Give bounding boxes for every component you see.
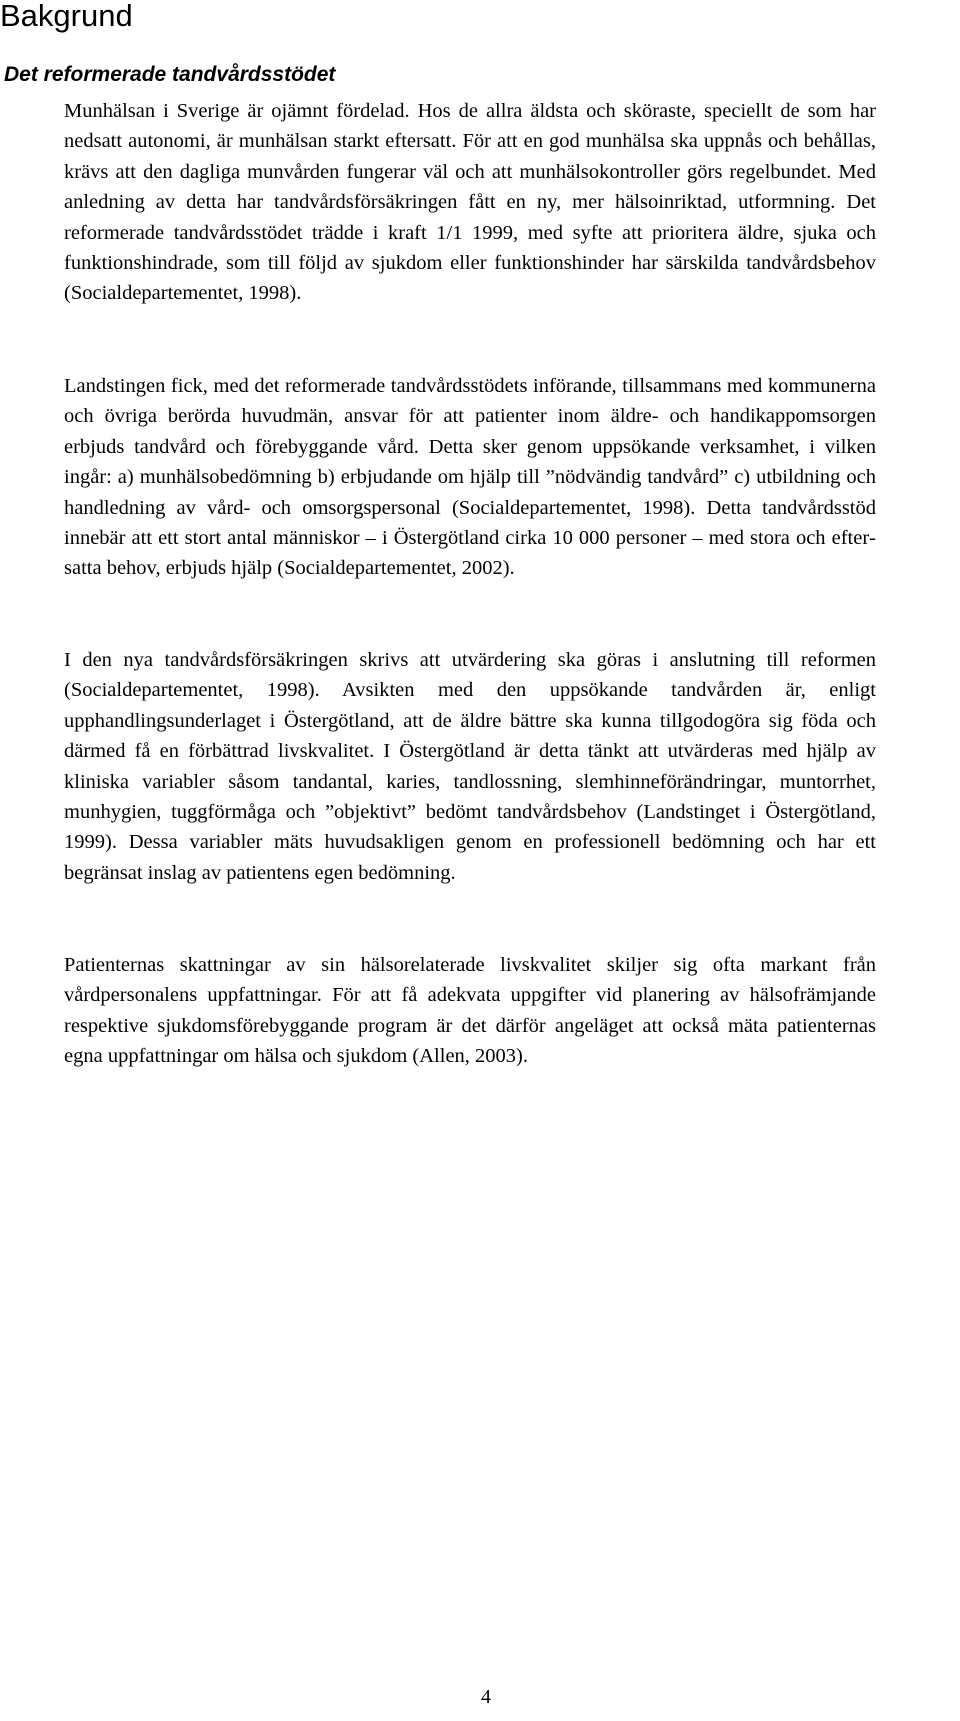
paragraph-reform-background: Munhälsan i Sverige är ojämnt fördelad. Hos de allra äldsta och sköraste, speciellt de som har nedsatt autonomi, är munhälsan starkt eftersatt. För att en god munhälsa ska uppnås och behållas, krävs att den dagliga munvården fungerar väl och att munhälsokontroller görs regelbundet. Med anledning av detta har tandvårdsförsäkringen fått en ny, mer hälsoinriktad, utformning. Det reformerade tandvårdsstödet trädde i kraft 1/1 1999, med syfte att prioritera äldre, sjuka och funktionshindrade, som till följd av sjukdom eller funktionshinder har särskilda tandvårdsbehov (Socialdepartementet, 1998). — [64, 100, 876, 305]
section-heading: Bakgrund — [0, 0, 133, 33]
paragraph-evaluation: I den nya tandvårdsförsäkringen skrivs att utvärdering ska göras i anslutning till reformen (Socialdepartementet, 1998). Avsikten med den uppsökande tandvården är, enligt upphandlingsunderlaget i Östergötland, att de äldre bättre ska kunna tillgodogöra sig föda och därmed få en förbättrad livskvalitet. I Östergötland är detta tänkt att utvärderas med hjälp av kliniska variabler såsom tandantal, karies, tandlossning, slemhinneförändringar, muntorrhet, munhygien, tuggförmåga och ”objektivt” bedömt tandvårdsbehov (Landstinget i Östergötland, 1999). Dessa variabler mäts huvudsakligen genom en professionell bedömning och har ett begränsat inslag av patientens egen bedömning. — [64, 649, 876, 884]
sub-heading: Det reformerade tandvårdsstödet — [4, 63, 336, 86]
paragraph-county-responsibility: Landstingen fick, med det reformerade tandvårdsstödets införande, tillsammans med kommunerna och övriga berörda huvudmän, ansvar för att patienter inom äldre- och handikappomsorgen erbjuds tandvård och förebyggande vård. Detta sker genom uppsökande verksamhet, i vilken ingår: a) munhälsobedömning b) erbjudande om hjälp till ”nödvändig tandvård” c) utbildning och handledning av vård- och omsorgspersonal (Socialdepartementet, 1998). Detta tandvårdsstöd innebär att ett stort antal människor – i Östergötland cirka 10 000 personer – med stora och eftersatta behov, erbjuds hjälp (Socialdepartementet, 2002). — [64, 375, 876, 580]
page-number: 4 — [481, 1686, 491, 1708]
paragraph-patient-ratings: Patienternas skattningar av sin hälsorelaterade livskvalitet skiljer sig ofta markant från vårdpersonalens uppfattningar. För att få adekvata uppgifter vid planering av hälsofrämjande respektive sjukdomsförebyggande program är det därför angeläget att också mäta patienternas egna uppfattningar om hälsa och sjukdom (Allen, 2003). — [64, 954, 876, 1068]
